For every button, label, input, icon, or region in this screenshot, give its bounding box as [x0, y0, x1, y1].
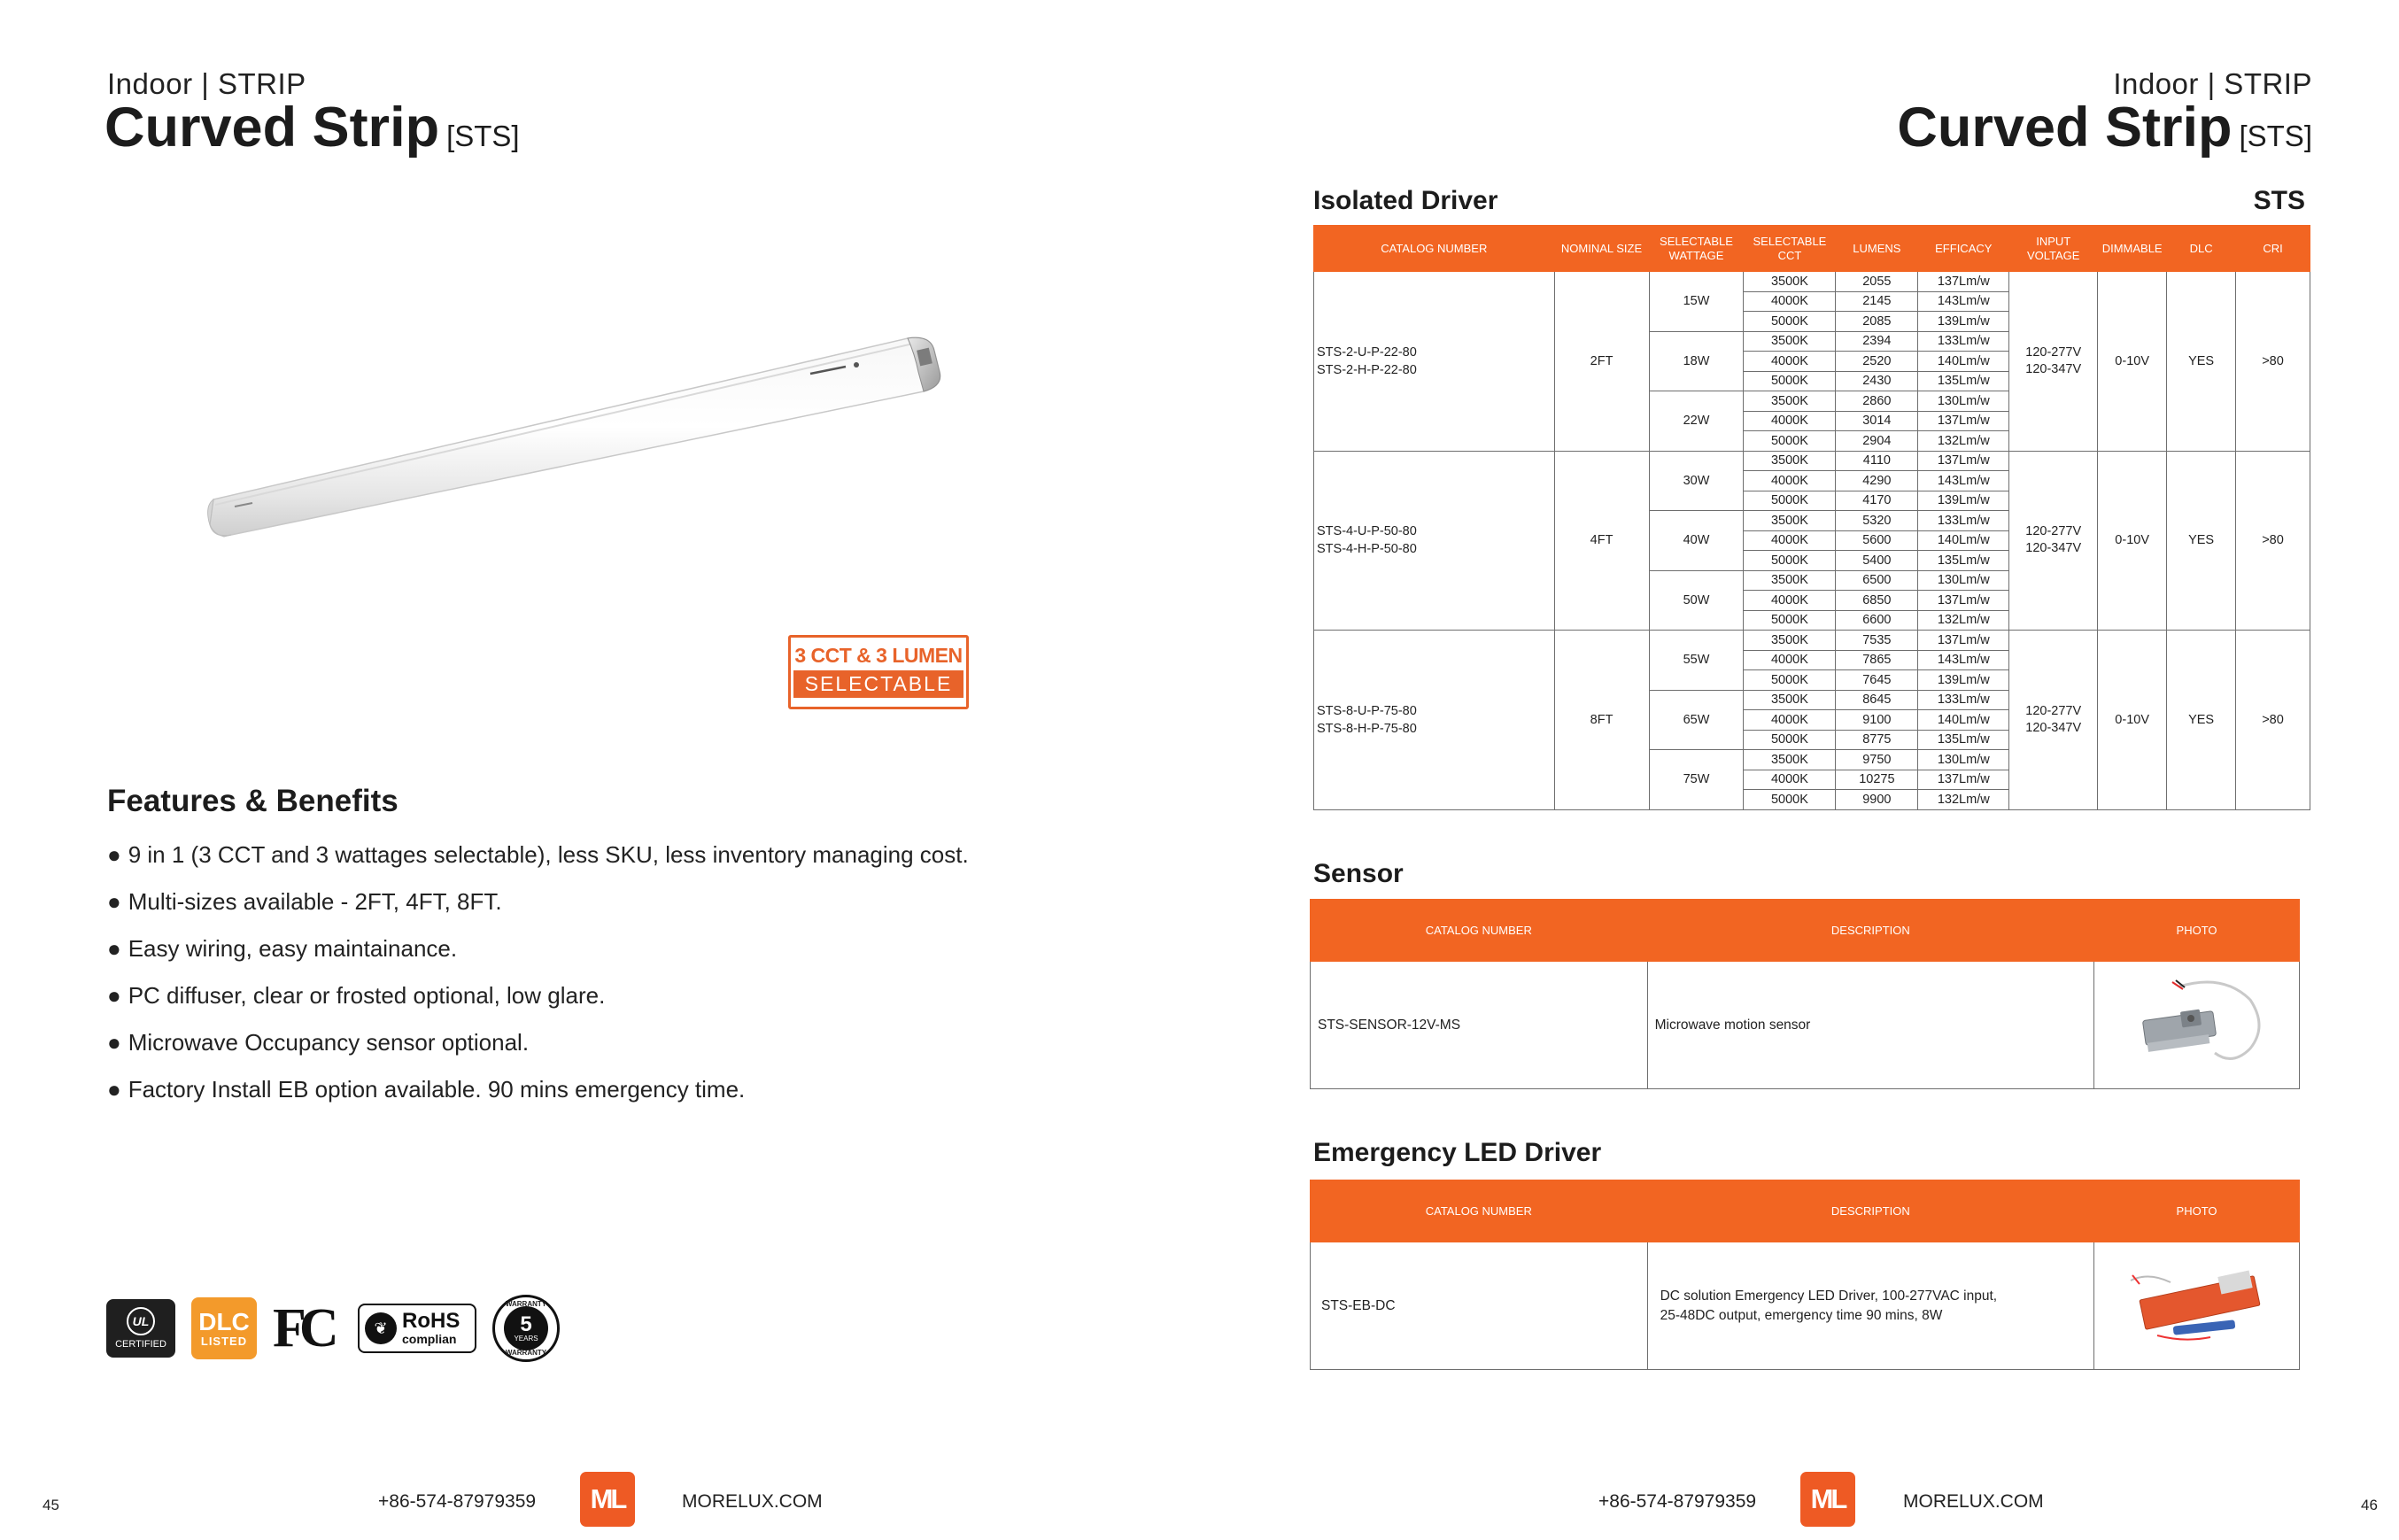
cct-cell: 3500K	[1744, 750, 1836, 770]
warranty-years-number: 5	[520, 1312, 532, 1336]
wattage-cell: 22W	[1649, 391, 1744, 452]
catalog-cell	[1314, 451, 1555, 631]
emergency-header-row	[1311, 1180, 2300, 1242]
efficacy-cell: 133Lm/w	[1918, 511, 2009, 531]
isolated-driver-title: Isolated Driver	[1313, 186, 1498, 215]
voltage-value: 120-347V	[2025, 541, 2082, 556]
efficacy-cell: 130Lm/w	[1918, 391, 2009, 412]
dimmable-cell: 0-10V	[2098, 272, 2167, 452]
emergency-photo-image	[2122, 1254, 2272, 1351]
voltage-value: 120-277V	[2025, 703, 2082, 718]
right-title-code: [STS]	[2239, 120, 2312, 152]
lumens-cell: 9100	[1836, 710, 1918, 731]
efficacy-cell: 130Lm/w	[1918, 750, 2009, 770]
lumens-cell: 3014	[1836, 411, 1918, 431]
header-nominal-size: NOMINAL SIZE	[1554, 226, 1649, 272]
header-voltage: INPUT VOLTAGE	[2009, 226, 2098, 272]
dlc-listed-icon	[191, 1297, 257, 1359]
nominal-size-cell: 8FT	[1554, 631, 1649, 810]
efficacy-cell: 139Lm/w	[1918, 670, 2009, 691]
isolated-driver-table-body	[1314, 272, 2310, 810]
cct-cell: 4000K	[1744, 471, 1836, 491]
emergency-header-photo: PHOTO	[2094, 1180, 2300, 1242]
cct-cell: 4000K	[1744, 411, 1836, 431]
efficacy-cell: 137Lm/w	[1918, 272, 2009, 292]
dlc-cell: YES	[2167, 631, 2236, 810]
sensor-title: Sensor	[1313, 859, 1404, 888]
efficacy-cell: 135Lm/w	[1918, 371, 2009, 391]
efficacy-cell: 140Lm/w	[1918, 710, 2009, 731]
badge-top-text: 3 CCT & 3 LUMEN	[794, 644, 963, 667]
lumens-cell: 10275	[1836, 770, 1918, 790]
lumens-cell: 7535	[1836, 631, 1918, 651]
right-page-number: 46	[2361, 1497, 2378, 1513]
lumens-cell: 6500	[1836, 570, 1918, 591]
lumens-cell: 2145	[1836, 291, 1918, 312]
emergency-header-description: DESCRIPTION	[1647, 1180, 2093, 1242]
lumens-cell: 8775	[1836, 730, 1918, 750]
right-subtitle: Indoor | STRIP	[2113, 67, 2312, 100]
cct-cell: 4000K	[1744, 352, 1836, 372]
wattage-cell: 40W	[1649, 511, 1744, 571]
header-efficacy: EFFICACY	[1918, 226, 2009, 272]
emergency-title: Emergency LED Driver	[1313, 1138, 1602, 1167]
cct-cell: 5000K	[1744, 312, 1836, 332]
voltage-cell	[2009, 451, 2098, 631]
efficacy-cell: 140Lm/w	[1918, 352, 2009, 372]
feature-item: ● Multi-sizes available - 2FT, 4FT, 8FT.	[107, 888, 502, 915]
catalog-number: STS-4-H-P-50-80	[1317, 542, 1417, 557]
cct-cell: 3500K	[1744, 272, 1836, 292]
emergency-catalog: STS-EB-DC	[1311, 1242, 1648, 1370]
left-logo-mark: ML	[590, 1483, 625, 1514]
table-row	[1311, 962, 2300, 1089]
cct-cell: 3500K	[1744, 690, 1836, 710]
lumens-cell: 2860	[1836, 391, 1918, 412]
lumens-cell: 5600	[1836, 530, 1918, 551]
cct-cell: 3500K	[1744, 511, 1836, 531]
fcc-icon: FC	[273, 1297, 332, 1358]
series-code: STS	[2253, 186, 2305, 215]
lumens-cell: 4170	[1836, 491, 1918, 511]
sensor-header-row	[1311, 900, 2300, 962]
ul-certified-icon: UL CERTIFIED	[106, 1299, 175, 1358]
efficacy-cell: 143Lm/w	[1918, 291, 2009, 312]
nominal-size-cell: 4FT	[1554, 451, 1649, 631]
features-list	[107, 837, 969, 1118]
lumens-cell: 2055	[1836, 272, 1918, 292]
sensor-photo-image	[2126, 973, 2268, 1071]
header-dlc: DLC	[2167, 226, 2236, 272]
cri-cell: >80	[2236, 631, 2310, 810]
feature-item: ● 9 in 1 (3 CCT and 3 wattages selectable), less SKU, less inventory managing cost.	[107, 841, 969, 868]
right-logo-mark: ML	[1810, 1483, 1846, 1514]
feature-text: 9 in 1 (3 CCT and 3 wattages selectable), less SKU, less inventory managing cost.	[128, 841, 969, 868]
wattage-cell: 65W	[1649, 690, 1744, 750]
table-row	[1314, 451, 2310, 471]
lumens-cell: 4290	[1836, 471, 1918, 491]
right-title	[1897, 96, 2312, 159]
wattage-cell: 30W	[1649, 451, 1744, 511]
lumens-cell: 6850	[1836, 591, 1918, 611]
header-lumens: LUMENS	[1836, 226, 1918, 272]
wattage-cell: 75W	[1649, 750, 1744, 810]
efficacy-cell: 143Lm/w	[1918, 650, 2009, 670]
warranty-icon	[492, 1295, 560, 1362]
lumens-cell: 7645	[1836, 670, 1918, 691]
efficacy-cell: 133Lm/w	[1918, 690, 2009, 710]
left-title-text: Curved Strip	[104, 97, 440, 159]
efficacy-cell: 132Lm/w	[1918, 431, 2009, 452]
efficacy-cell: 140Lm/w	[1918, 530, 2009, 551]
voltage-cell	[2009, 631, 2098, 810]
cct-cell: 5000K	[1744, 790, 1836, 810]
header-wattage: SELECTABLE WATTAGE	[1649, 226, 1744, 272]
wattage-cell: 15W	[1649, 272, 1744, 332]
nominal-size-cell: 2FT	[1554, 272, 1649, 452]
left-brand-logo	[580, 1472, 635, 1527]
right-brand-logo	[1800, 1472, 1855, 1527]
certification-logos	[106, 1293, 560, 1364]
cct-cell: 3500K	[1744, 570, 1836, 591]
sensor-header-photo: PHOTO	[2094, 900, 2300, 962]
feature-text: Microwave Occupancy sensor optional.	[128, 1029, 530, 1056]
badge-bottom-text: SELECTABLE	[793, 670, 963, 698]
cct-cell: 3500K	[1744, 391, 1836, 412]
efficacy-cell: 133Lm/w	[1918, 331, 2009, 352]
product-image	[199, 328, 952, 558]
table-row	[1311, 1242, 2300, 1370]
cri-cell: >80	[2236, 272, 2310, 452]
voltage-value: 120-277V	[2025, 344, 2082, 360]
rohs-icon: ❦ RoHS complian	[358, 1304, 476, 1353]
right-title-text: Curved Strip	[1897, 97, 2233, 159]
cct-cell: 5000K	[1744, 491, 1836, 511]
catalog-number: STS-8-U-P-75-80	[1317, 703, 1417, 718]
cct-cell: 4000K	[1744, 530, 1836, 551]
voltage-value: 120-347V	[2025, 720, 2082, 735]
catalog-cell	[1314, 272, 1555, 452]
table-header-row	[1314, 226, 2310, 272]
warranty-bottom-label: WARRANTY	[505, 1349, 547, 1357]
lumens-cell: 5320	[1836, 511, 1918, 531]
feature-item: ● Easy wiring, easy maintainance.	[107, 935, 458, 962]
dlc-label: DLC	[198, 1307, 250, 1335]
header-catalog: CATALOG NUMBER	[1314, 226, 1555, 272]
lumens-cell: 2520	[1836, 352, 1918, 372]
sensor-photo	[2094, 962, 2300, 1089]
lumens-cell: 2085	[1836, 312, 1918, 332]
cct-cell: 5000K	[1744, 371, 1836, 391]
lumens-cell: 6600	[1836, 610, 1918, 631]
lumens-cell: 2430	[1836, 371, 1918, 391]
catalog-number: STS-4-U-P-50-80	[1317, 524, 1417, 539]
feature-text: Multi-sizes available - 2FT, 4FT, 8FT.	[128, 888, 502, 915]
emergency-table	[1310, 1180, 2300, 1370]
emergency-photo	[2094, 1242, 2300, 1370]
left-title	[104, 96, 520, 159]
features-title: Features & Benefits	[107, 784, 399, 818]
cct-cell: 3500K	[1744, 331, 1836, 352]
feature-text: Factory Install EB option available. 90 mins emergency time.	[128, 1076, 746, 1103]
left-page-number: 45	[43, 1497, 59, 1513]
sensor-catalog: STS-SENSOR-12V-MS	[1311, 962, 1648, 1089]
emergency-description-line2: 25-48DC output, emergency time 90 mins, 8W	[1660, 1307, 1943, 1323]
efficacy-cell: 135Lm/w	[1918, 730, 2009, 750]
efficacy-cell: 137Lm/w	[1918, 591, 2009, 611]
cct-cell: 4000K	[1744, 291, 1836, 312]
lumens-cell: 7865	[1836, 650, 1918, 670]
lumens-cell: 5400	[1836, 551, 1918, 571]
efficacy-cell: 137Lm/w	[1918, 411, 2009, 431]
right-website: MORELUX.COM	[1903, 1491, 2044, 1512]
wattage-cell: 18W	[1649, 331, 1744, 391]
sensor-table	[1310, 899, 2300, 1089]
cct-cell: 5000K	[1744, 670, 1836, 691]
right-phone: +86-574-87979359	[1598, 1491, 1757, 1512]
sensor-header-description: DESCRIPTION	[1647, 900, 2093, 962]
efficacy-cell: 137Lm/w	[1918, 451, 2009, 471]
emergency-header-catalog: CATALOG NUMBER	[1311, 1180, 1648, 1242]
left-subtitle: Indoor | STRIP	[107, 67, 306, 100]
left-title-code: [STS]	[446, 120, 520, 152]
cct-cell: 4000K	[1744, 591, 1836, 611]
dimmable-cell: 0-10V	[2098, 631, 2167, 810]
cct-cell: 3500K	[1744, 451, 1836, 471]
lumens-cell: 9750	[1836, 750, 1918, 770]
lumens-cell: 9900	[1836, 790, 1918, 810]
efficacy-cell: 130Lm/w	[1918, 570, 2009, 591]
catalog-number: STS-2-H-P-22-80	[1317, 362, 1417, 377]
sensor-description: Microwave motion sensor	[1647, 962, 2093, 1089]
wattage-cell: 55W	[1649, 631, 1744, 691]
cct-cell: 5000K	[1744, 610, 1836, 631]
ul-label: CERTIFIED	[115, 1339, 166, 1350]
wattage-cell: 50W	[1649, 570, 1744, 631]
catalog-number: STS-8-H-P-75-80	[1317, 721, 1417, 736]
efficacy-cell: 132Lm/w	[1918, 610, 2009, 631]
dimmable-cell: 0-10V	[2098, 451, 2167, 631]
header-dimmable: DIMMABLE	[2098, 226, 2167, 272]
dlc-listed-label: LISTED	[200, 1334, 248, 1348]
feature-item: ● Factory Install EB option available. 90 mins emergency time.	[107, 1076, 746, 1103]
cct-cell: 4000K	[1744, 710, 1836, 731]
emergency-description-line1: DC solution Emergency LED Driver, 100-277VAC input,	[1660, 1288, 1998, 1304]
cct-cell: 4000K	[1744, 650, 1836, 670]
table-row	[1314, 631, 2310, 651]
warranty-top-label: WARRANTY	[505, 1300, 547, 1308]
efficacy-cell: 132Lm/w	[1918, 790, 2009, 810]
warranty-years-label: YEARS	[514, 1334, 538, 1343]
efficacy-cell: 137Lm/w	[1918, 631, 2009, 651]
selectable-badge	[788, 635, 969, 709]
dlc-cell: YES	[2167, 451, 2236, 631]
left-website: MORELUX.COM	[682, 1491, 823, 1512]
efficacy-cell: 139Lm/w	[1918, 312, 2009, 332]
efficacy-cell: 137Lm/w	[1918, 770, 2009, 790]
efficacy-cell: 135Lm/w	[1918, 551, 2009, 571]
left-phone: +86-574-87979359	[378, 1491, 537, 1512]
table-row	[1314, 272, 2310, 292]
rohs-sub-label: complian	[402, 1332, 457, 1346]
voltage-value: 120-347V	[2025, 361, 2082, 376]
lumens-cell: 2394	[1836, 331, 1918, 352]
catalog-number: STS-2-U-P-22-80	[1317, 344, 1417, 360]
feature-item: ● Microwave Occupancy sensor optional.	[107, 1029, 530, 1056]
lumens-cell: 8645	[1836, 690, 1918, 710]
voltage-value: 120-277V	[2025, 524, 2082, 539]
feature-item: ● PC diffuser, clear or frosted optional, low glare.	[107, 982, 606, 1009]
cri-cell: >80	[2236, 451, 2310, 631]
lumens-cell: 2904	[1836, 431, 1918, 452]
dlc-cell: YES	[2167, 272, 2236, 452]
cct-cell: 5000K	[1744, 431, 1836, 452]
header-cri: CRI	[2236, 226, 2310, 272]
feature-text: PC diffuser, clear or frosted optional, low glare.	[128, 982, 606, 1009]
isolated-driver-table	[1313, 225, 2310, 810]
lumens-cell: 4110	[1836, 451, 1918, 471]
rohs-label: RoHS	[402, 1309, 460, 1333]
cct-cell: 4000K	[1744, 770, 1836, 790]
cct-cell: 5000K	[1744, 551, 1836, 571]
efficacy-cell: 143Lm/w	[1918, 471, 2009, 491]
cct-cell: 3500K	[1744, 631, 1836, 651]
catalog-cell	[1314, 631, 1555, 810]
voltage-cell	[2009, 272, 2098, 452]
cct-cell: 5000K	[1744, 730, 1836, 750]
emergency-description	[1647, 1242, 2093, 1370]
efficacy-cell: 139Lm/w	[1918, 491, 2009, 511]
header-cct: SELECTABLE CCT	[1744, 226, 1836, 272]
feature-text: Easy wiring, easy maintainance.	[128, 935, 458, 962]
sensor-header-catalog: CATALOG NUMBER	[1311, 900, 1648, 962]
